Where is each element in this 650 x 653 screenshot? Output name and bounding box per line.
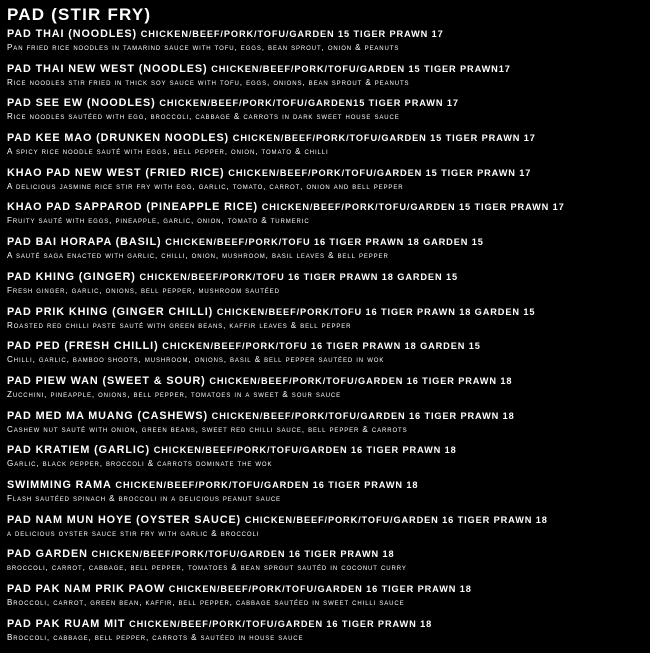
item-description: Pan fried rice noodles in tamarind sauce with tofu, eggs, bean sprout, onion & peanuts bbox=[7, 43, 400, 52]
item-description: Rice noodles sautéed with egg, broccoli, cabbage & carrots in dark sweet house sauce bbox=[7, 112, 400, 122]
item-name: PAD KRATIEM (GARLIC) bbox=[7, 444, 150, 457]
item-price: CHICKEN/BEEF/PORK/TOFU/GARDEN 15 TIGER PRAWN 17 bbox=[261, 202, 565, 213]
item-description: Chilli, garlic, bamboo shoots, mushroom, onions, basil & bell pepper sautéed in wok bbox=[7, 355, 385, 365]
item-name: KHAO PAD SAPPAROD (PINEAPPLE RICE) bbox=[7, 201, 258, 214]
item-name: PAD THAI NEW WEST (NOODLES) bbox=[7, 62, 208, 75]
item-price: CHICKEN/BEEF/PORK/TOFU/GARDEN 16 TIGER PRAWN 18 bbox=[211, 410, 515, 421]
menu-item bbox=[7, 271, 644, 306]
menu-item bbox=[7, 236, 644, 271]
item-description: Zucchini, pineapple, onions, bell pepper, tomatoes in a sweet & sour sauce bbox=[7, 389, 342, 399]
item-name: PAD KEE MAO (DRUNKEN NOODLES) bbox=[7, 132, 230, 145]
menu-item bbox=[7, 548, 644, 583]
item-price: CHICKEN/BEEF/PORK/TOFU/GARDEN 15 TIGER PRAWN17 bbox=[211, 63, 511, 74]
menu-item bbox=[7, 306, 644, 341]
item-description: Fruity sauté with eggs, pineapple, garlic, onion, tomato & turmeric bbox=[7, 216, 310, 226]
item-name: PAD GARDEN bbox=[7, 548, 88, 561]
menu-item bbox=[7, 132, 644, 167]
item-name: PAD KHING (GINGER) bbox=[7, 270, 136, 283]
item-name: PAD SEE EW (NOODLES) bbox=[7, 97, 156, 110]
item-price: CHICKEN/BEEF/PORK/TOFU/GARDEN 16 TIGER PRAWN 18 bbox=[91, 549, 395, 560]
menu-item bbox=[7, 201, 644, 236]
menu-item bbox=[7, 444, 644, 479]
item-price: CHICKEN/BEEF/PORK/TOFU 16 TIGER PRAWN 18 GARDEN 15 bbox=[139, 271, 458, 282]
item-price: CHICKEN/BEEF/PORK/TOFU/GARDEN 15 TIGER PRAWN 17 bbox=[228, 167, 532, 178]
item-price: CHICKEN/BEEF/PORK/TOFU 16 TIGER PRAWN 18 GARDEN 15 bbox=[216, 306, 536, 317]
item-price: CHICKEN/BEEF/PORK/TOFU/GARDEN 16 TIGER PRAWN 18 bbox=[129, 618, 433, 629]
item-description: Fresh ginger, garlic, onions, bell pepper, mushroom sautéed bbox=[7, 285, 280, 295]
item-price: CHICKEN/BEEF/PORK/TOFU/GARDEN 16 TIGER PRAWN 18 bbox=[244, 514, 548, 525]
item-name: PAD BAI HORAPA (BASIL) bbox=[7, 236, 162, 249]
item-name: PAD THAI (NOODLES) bbox=[7, 28, 137, 40]
menu-item bbox=[7, 583, 644, 618]
item-price: CHICKEN/BEEF/PORK/TOFU 16 TIGER PRAWN 18 GARDEN 15 bbox=[162, 341, 481, 352]
item-name: PAD PAK NAM PRIK PAOW bbox=[7, 583, 166, 595]
item-description: Broccoli, cabbage, bell pepper, carrots & sautéed in house sauce bbox=[7, 632, 304, 642]
item-price: CHICKEN/BEEF/PORK/TOFU/GARDEN 15 TIGER PRAWN 17 bbox=[140, 29, 444, 39]
menu-item bbox=[7, 514, 644, 549]
item-description: Cashew nut sauté with onion, green beans, sweet red chilli sauce, bell pepper & carrots bbox=[7, 424, 408, 434]
menu-item bbox=[7, 167, 644, 202]
item-description: Garlic, black pepper, broccoli & carrots dominate the wok bbox=[7, 459, 273, 469]
item-description: a delicious oyster sauce stir fry with garlic & broccoli bbox=[7, 528, 260, 538]
item-description: Rice noodles stir fried in thick soy sauce with tofu, eggs, onions, bean sprout & peanuts bbox=[7, 77, 410, 87]
item-name: PAD PRIK KHING (GINGER CHILLI) bbox=[7, 305, 214, 318]
item-description: Broccoli, carrot, green bean, kaffir, bell pepper, cabbage sautéed in sweet chilli sauce bbox=[7, 598, 405, 607]
menu-item bbox=[7, 618, 644, 653]
menu-item bbox=[7, 28, 644, 63]
item-name: PAD PED (FRESH CHILLI) bbox=[7, 340, 159, 353]
menu-item bbox=[7, 410, 644, 445]
item-name: PAD PIEW WAN (SWEET & SOUR) bbox=[7, 374, 206, 387]
item-price: CHICKEN/BEEF/PORK/TOFU/GARDEN 16 TIGER PRAWN 18 bbox=[115, 479, 419, 490]
item-price: CHICKEN/BEEF/PORK/TOFU/GARDEN15 TIGER PRAWN 17 bbox=[159, 98, 459, 109]
menu-item bbox=[7, 63, 644, 98]
menu-item bbox=[7, 375, 644, 410]
item-description: A delicious jasmine rice stir fry with egg, garlic, tomato, carrot, onion and bell pepper bbox=[7, 181, 404, 191]
item-description: broccoli, carrot, cabbage, bell pepper, tomatoes & bean sprout sautéd in coconut curry bbox=[7, 563, 407, 573]
item-description: Flash sautéed spinach & broccoli in a delicious peanut sauce bbox=[7, 493, 281, 503]
item-price: CHICKEN/BEEF/PORK/TOFU/GARDEN 15 TIGER PRAWN 17 bbox=[232, 133, 536, 144]
menu-item bbox=[7, 340, 644, 375]
item-name: PAD NAM MUN HOYE (OYSTER SAUCE) bbox=[7, 513, 242, 526]
item-price: CHICKEN/BEEF/PORK/TOFU/GARDEN 16 TIGER PRAWN 18 bbox=[153, 445, 457, 456]
section-title: PAD (STIR FRY) bbox=[7, 5, 152, 24]
menu-item-list bbox=[7, 28, 644, 652]
item-description: A sauté saga enacted with garlic, chilli, onion, mushroom, basil leaves & bell pepper bbox=[7, 251, 389, 261]
item-price: CHICKEN/BEEF/PORK/TOFU/GARDEN 16 TIGER PRAWN 18 bbox=[168, 584, 472, 594]
item-price: CHICKEN/BEEF/PORK/TOFU/GARDEN 16 TIGER PRAWN 18 bbox=[209, 375, 513, 386]
item-name: SWIMMING RAMA bbox=[7, 478, 112, 491]
item-name: PAD MED MA MUANG (CASHEWS) bbox=[7, 409, 208, 422]
item-description: Roasted red chilli paste sauté with green beans, kaffir leaves & bell pepper bbox=[7, 320, 352, 330]
item-name: PAD PAK RUAM MIT bbox=[7, 617, 126, 630]
item-price: CHICKEN/BEEF/PORK/TOFU 16 TIGER PRAWN 18 GARDEN 15 bbox=[165, 237, 484, 248]
item-name: KHAO PAD NEW WEST (FRIED RICE) bbox=[7, 166, 225, 179]
item-description: A spicy rice noodle sauté with eggs, bell pepper, onion, tomato & chilli bbox=[7, 147, 329, 157]
menu-item bbox=[7, 97, 644, 132]
menu-item bbox=[7, 479, 644, 514]
